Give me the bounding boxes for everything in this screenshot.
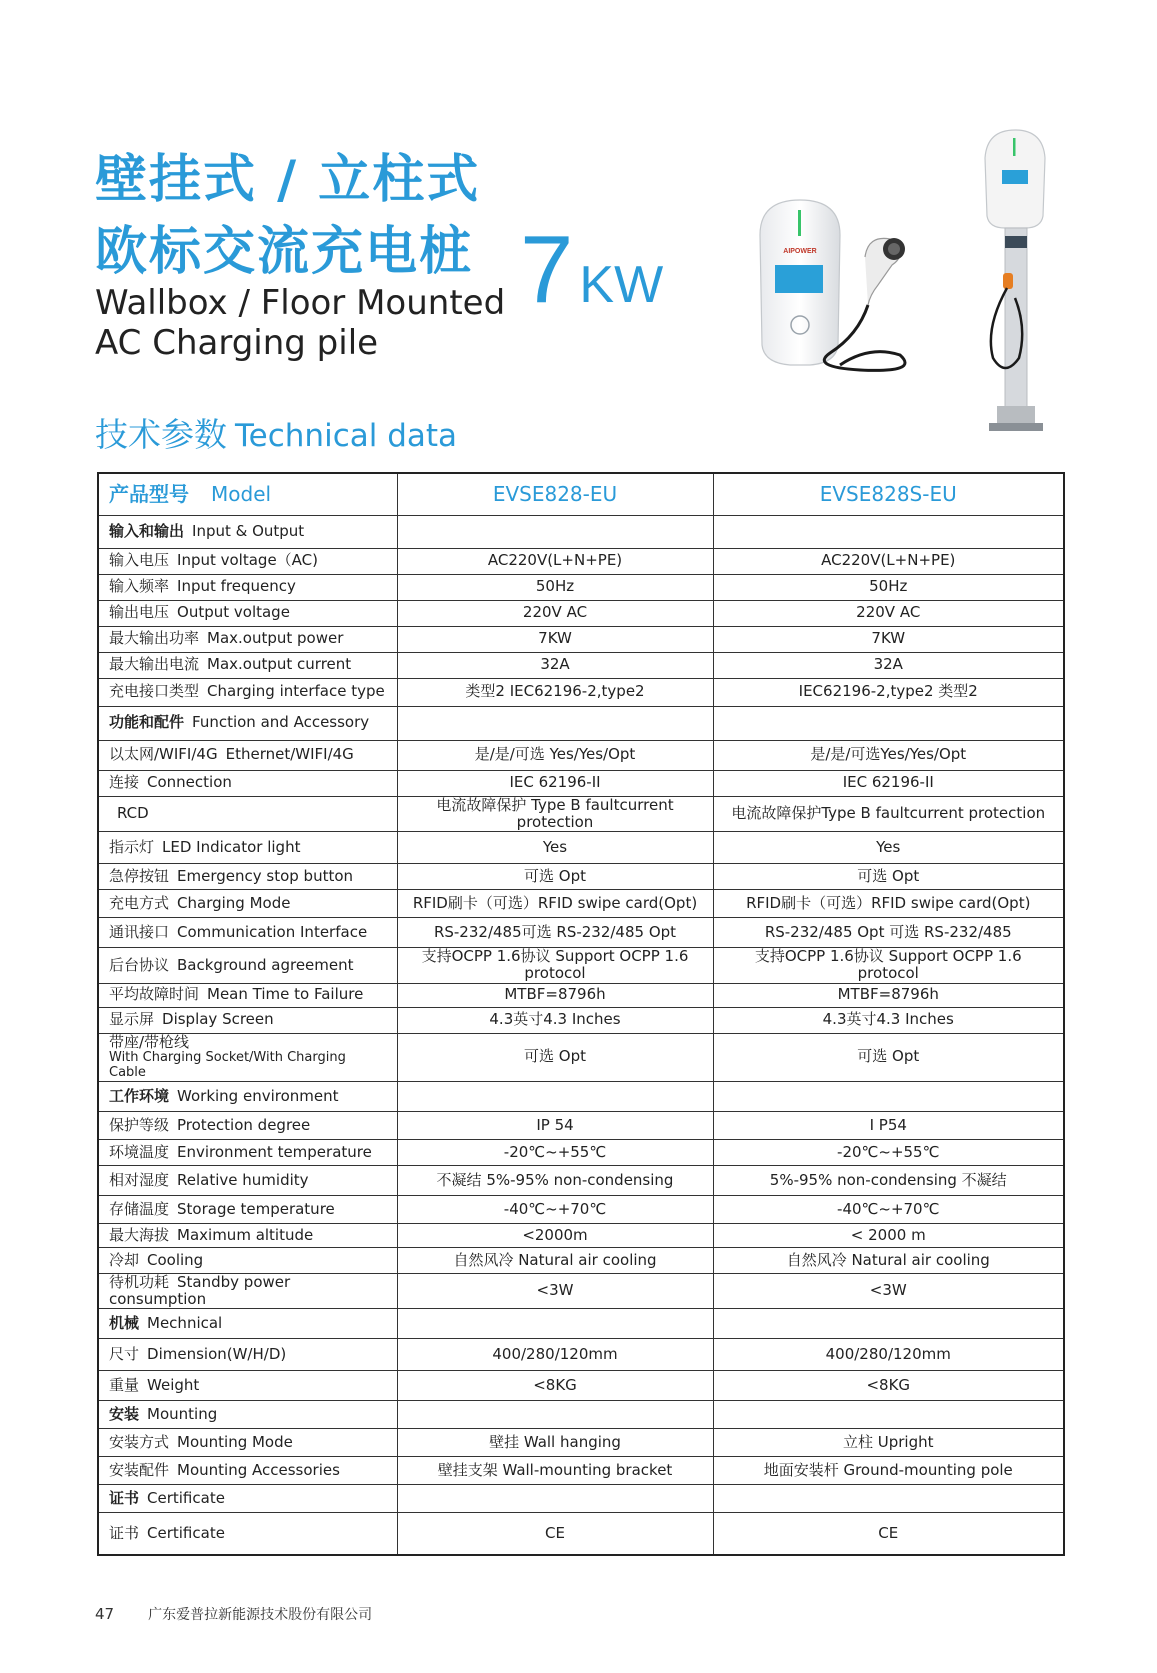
table-row — [98, 948, 1064, 984]
row-value-model-2: 32A — [713, 652, 1064, 678]
row-label-en: Emergency stop button — [177, 866, 354, 885]
row-value-model-2: IEC 62196-II — [713, 770, 1064, 796]
row-value-model-1: 可选 Opt — [397, 1033, 713, 1081]
row-label — [98, 1111, 397, 1139]
page-footer — [95, 1604, 372, 1624]
row-label-cn: 最大输出功率 — [109, 629, 200, 648]
row-label-cn: 后台协议 — [109, 955, 170, 974]
row-label-en: Weight — [147, 1376, 200, 1394]
row-value-model-2: RS-232/485 Opt 可选 RS-232/485 — [713, 918, 1064, 948]
row-label-cn: 机械 — [109, 1314, 140, 1332]
table-row — [98, 1457, 1064, 1485]
row-value-model-2: 可选 Opt — [713, 1033, 1064, 1081]
row-value-model-2: IEC62196-2,type2 类型2 — [713, 678, 1064, 706]
row-label-en: LED Indicator light — [162, 837, 301, 856]
table-row — [98, 678, 1064, 706]
table-row — [98, 740, 1064, 770]
row-label — [98, 515, 397, 548]
row-label — [98, 1223, 397, 1247]
row-value-model-1: IEC 62196-II — [397, 770, 713, 796]
row-label-en: Certificate — [147, 1489, 225, 1507]
table-row — [98, 890, 1064, 918]
table-header-row — [98, 473, 1064, 515]
table-row — [98, 1139, 1064, 1165]
row-label-en: Max.output power — [207, 629, 344, 648]
row-label — [98, 1457, 397, 1485]
table-row — [98, 600, 1064, 626]
table-row — [98, 864, 1064, 890]
row-value-model-2 — [713, 1309, 1064, 1339]
row-label — [98, 983, 397, 1007]
company-name: 广东爱普拉新能源技术股份有限公司 — [148, 1607, 373, 1623]
row-label-cn: 工作环境 — [109, 1086, 170, 1105]
row-value-model-2: 400/280/120mm — [713, 1339, 1064, 1371]
header-model-2: EVSE828S-EU — [713, 473, 1064, 515]
row-value-model-2: 4.3英寸4.3 Inches — [713, 1007, 1064, 1033]
row-value-model-2: <3W — [713, 1273, 1064, 1309]
wallbox-charger-image — [750, 195, 940, 380]
row-label-en: Mean Time to Failure — [207, 985, 364, 1004]
table-row — [98, 1165, 1064, 1195]
row-value-model-1: 400/280/120mm — [397, 1339, 713, 1371]
table-row — [98, 832, 1064, 864]
row-label-en: Display Screen — [162, 1010, 274, 1029]
row-value-model-2: 电流故障保护Type B faultcurrent protection — [713, 796, 1064, 832]
row-value-model-1 — [397, 1309, 713, 1339]
table-group-row — [98, 706, 1064, 740]
row-value-model-1: <8KG — [397, 1371, 713, 1401]
row-value-model-1: 壁挂 Wall hanging — [397, 1429, 713, 1457]
row-label — [98, 890, 397, 918]
row-label-en: Background agreement — [177, 955, 354, 974]
row-label-en: Function and Accessory — [192, 713, 370, 732]
table-row — [98, 1247, 1064, 1273]
table-row — [98, 1273, 1064, 1309]
row-label — [98, 1033, 397, 1081]
row-label-en: Mounting — [147, 1405, 218, 1423]
row-label-en: Output voltage — [177, 603, 290, 622]
row-label-cn: 证书 — [109, 1523, 140, 1542]
row-label — [98, 706, 397, 740]
table-group-row — [98, 515, 1064, 548]
table-row — [98, 770, 1064, 796]
row-value-model-2: 50Hz — [713, 574, 1064, 600]
row-label-en: Charging Mode — [177, 893, 291, 912]
row-label-en: Protection degree — [177, 1115, 311, 1134]
row-value-model-1: 壁挂支架 Wall-mounting bracket — [397, 1457, 713, 1485]
row-label — [98, 1485, 397, 1513]
row-value-model-1: RS-232/485可选 RS-232/485 Opt — [397, 918, 713, 948]
row-label-en: Mounting Accessories — [177, 1461, 340, 1479]
row-label-en: RCD — [117, 804, 149, 823]
table-group-row — [98, 1401, 1064, 1429]
row-label-cn: 冷却 — [109, 1250, 140, 1269]
section-title-cn: 技术参数 — [95, 415, 227, 454]
row-value-model-2: 自然风冷 Natural air cooling — [713, 1247, 1064, 1273]
row-value-model-1 — [397, 1081, 713, 1111]
table-row — [98, 983, 1064, 1007]
section-title-en: Technical data — [235, 418, 458, 454]
row-value-model-2: -20℃~+55℃ — [713, 1139, 1064, 1165]
row-label — [98, 1165, 397, 1195]
row-value-model-2: 7KW — [713, 626, 1064, 652]
row-value-model-1: 50Hz — [397, 574, 713, 600]
power-unit: KW — [579, 256, 664, 314]
row-label-cn: 环境温度 — [109, 1142, 170, 1161]
row-label-en: Connection — [147, 773, 232, 792]
row-label-en: Dimension(W/H/D) — [147, 1345, 287, 1363]
table-group-row — [98, 1309, 1064, 1339]
row-label — [98, 770, 397, 796]
row-value-model-2: 立柱 Upright — [713, 1429, 1064, 1457]
row-label — [98, 1081, 397, 1111]
table-row — [98, 1033, 1064, 1081]
row-label-cn: 输入和输出 — [109, 521, 185, 540]
row-label-cn: 证书 — [109, 1489, 140, 1507]
table-row — [98, 574, 1064, 600]
row-value-model-2: 5%-95% non-condensing 不凝结 — [713, 1165, 1064, 1195]
row-value-model-2 — [713, 515, 1064, 548]
table-row — [98, 796, 1064, 832]
table-row — [98, 1371, 1064, 1401]
table-row — [98, 1513, 1064, 1555]
row-label-en: Cooling — [147, 1250, 204, 1269]
row-label-cn: 连接 — [109, 773, 140, 792]
row-label-cn: 充电接口类型 — [109, 682, 200, 701]
row-value-model-1 — [397, 1485, 713, 1513]
row-value-model-1: -40℃~+70℃ — [397, 1195, 713, 1223]
row-label-cn: 待机功耗 — [109, 1272, 170, 1291]
row-label-en: Standby power consumption — [109, 1272, 291, 1308]
row-label — [98, 1247, 397, 1273]
row-label-en: Mounting Mode — [177, 1433, 293, 1451]
row-label — [98, 626, 397, 652]
row-value-model-1: MTBF=8796h — [397, 983, 713, 1007]
header-label-en: Model — [211, 481, 272, 506]
row-label — [98, 1371, 397, 1401]
table-group-row — [98, 1485, 1064, 1513]
row-value-model-1: 是/是/可选 Yes/Yes/Opt — [397, 740, 713, 770]
row-value-model-2: 支持OCPP 1.6协议 Support OCPP 1.6 protocol — [713, 948, 1064, 984]
row-label — [98, 1339, 397, 1371]
row-label — [98, 1195, 397, 1223]
row-label-en: Environment temperature — [177, 1142, 372, 1161]
row-value-model-1: 7KW — [397, 626, 713, 652]
row-value-model-1: IP 54 — [397, 1111, 713, 1139]
table-row — [98, 918, 1064, 948]
wallbox-brand-label: AIPOWER — [783, 248, 817, 255]
row-label-cn: 带座/带枪线 — [109, 1032, 190, 1051]
row-value-model-1: -20℃~+55℃ — [397, 1139, 713, 1165]
row-label — [98, 1139, 397, 1165]
title-cn-line2: 欧标交流充电桩 — [95, 222, 474, 282]
row-value-model-1: RFID刷卡（可选）RFID swipe card(Opt) — [397, 890, 713, 918]
row-label-cn: 输入频率 — [109, 577, 170, 596]
row-value-model-2: <8KG — [713, 1371, 1064, 1401]
row-label-cn: 相对湿度 — [109, 1170, 170, 1189]
header-label-cn: 产品型号 — [109, 481, 189, 506]
row-value-model-2: CE — [713, 1513, 1064, 1555]
row-label-cn: 以太网/WIFI/4G — [109, 745, 218, 764]
row-label — [98, 864, 397, 890]
row-label-cn: 重量 — [109, 1376, 140, 1394]
table-row — [98, 1111, 1064, 1139]
row-value-model-1: 可选 Opt — [397, 864, 713, 890]
row-label-cn: 充电方式 — [109, 893, 170, 912]
row-label — [98, 948, 397, 984]
row-label-en: Max.output current — [207, 655, 352, 674]
row-label-cn: 功能和配件 — [109, 713, 185, 732]
section-title — [95, 415, 458, 454]
row-value-model-1 — [397, 1401, 713, 1429]
row-label-cn: 保护等级 — [109, 1115, 170, 1134]
header-model-1: EVSE828-EU — [397, 473, 713, 515]
row-label-cn: 指示灯 — [109, 837, 155, 856]
row-value-model-1: CE — [397, 1513, 713, 1555]
row-label-en: Relative humidity — [177, 1170, 309, 1189]
row-label-en: Mechnical — [147, 1314, 223, 1332]
power-rating — [520, 216, 664, 323]
row-label-cn: 最大输出电流 — [109, 655, 200, 674]
floor-mounted-charger-image — [975, 128, 1057, 433]
title-cn-line1: 壁挂式 / 立柱式 — [95, 150, 481, 210]
row-value-model-2 — [713, 1485, 1064, 1513]
row-value-model-1 — [397, 515, 713, 548]
row-value-model-1: <3W — [397, 1273, 713, 1309]
row-label — [98, 832, 397, 864]
row-value-model-2: I P54 — [713, 1111, 1064, 1139]
row-label-cn: 安装方式 — [109, 1433, 170, 1451]
row-value-model-1: 220V AC — [397, 600, 713, 626]
row-label-en: Input voltage（AC) — [177, 551, 318, 570]
row-value-model-2 — [713, 1081, 1064, 1111]
row-label-en: With Charging Socket/With Charging Cable — [109, 1049, 346, 1080]
row-label — [98, 548, 397, 574]
row-label — [98, 1007, 397, 1033]
row-label — [98, 796, 397, 832]
row-value-model-2: 地面安装杆 Ground-mounting pole — [713, 1457, 1064, 1485]
row-label-cn: 输入电压 — [109, 551, 170, 570]
row-label-cn: 尺寸 — [109, 1345, 140, 1363]
row-label-en: Charging interface type — [207, 682, 385, 701]
table-row — [98, 1007, 1064, 1033]
title-en-line1: Wallbox / Floor Mounted — [95, 283, 506, 323]
row-label — [98, 652, 397, 678]
table-row — [98, 1339, 1064, 1371]
table-row — [98, 1223, 1064, 1247]
row-label-cn: 急停按钮 — [109, 866, 170, 885]
table-row — [98, 548, 1064, 574]
row-value-model-1: 自然风冷 Natural air cooling — [397, 1247, 713, 1273]
row-value-model-2 — [713, 1401, 1064, 1429]
row-label — [98, 918, 397, 948]
row-value-model-1: 4.3英寸4.3 Inches — [397, 1007, 713, 1033]
row-label-cn: 通讯接口 — [109, 922, 170, 941]
row-label — [98, 1429, 397, 1457]
row-value-model-2: < 2000 m — [713, 1223, 1064, 1247]
row-label-cn: 最大海拔 — [109, 1225, 170, 1244]
row-label-cn: 安装 — [109, 1405, 140, 1423]
row-label-cn: 显示屏 — [109, 1010, 155, 1029]
row-label-en: Maximum altitude — [177, 1225, 314, 1244]
table-row — [98, 1429, 1064, 1457]
row-label — [98, 600, 397, 626]
header-label — [98, 473, 397, 515]
row-label-en: Certificate — [147, 1523, 225, 1542]
row-value-model-1: Yes — [397, 832, 713, 864]
row-value-model-2: Yes — [713, 832, 1064, 864]
page-number: 47 — [95, 1605, 115, 1623]
row-label-en: Input & Output — [192, 521, 305, 540]
row-label-cn: 安装配件 — [109, 1461, 170, 1479]
row-label-en: Storage temperature — [177, 1199, 335, 1218]
row-label-cn: 输出电压 — [109, 603, 170, 622]
power-value: 7 — [520, 216, 574, 323]
title-en-line2: AC Charging pile — [95, 323, 379, 363]
row-value-model-1 — [397, 706, 713, 740]
row-value-model-2: MTBF=8796h — [713, 983, 1064, 1007]
row-label — [98, 1401, 397, 1429]
row-value-model-2: 220V AC — [713, 600, 1064, 626]
row-value-model-2 — [713, 706, 1064, 740]
table-row — [98, 652, 1064, 678]
row-label-cn: 平均故障时间 — [109, 985, 200, 1004]
row-value-model-1: 不凝结 5%-95% non-condensing — [397, 1165, 713, 1195]
table-row — [98, 1195, 1064, 1223]
row-label-en: Ethernet/WIFI/4G — [225, 745, 354, 764]
row-value-model-2: -40℃~+70℃ — [713, 1195, 1064, 1223]
row-value-model-1: AC220V(L+N+PE) — [397, 548, 713, 574]
row-value-model-1: 32A — [397, 652, 713, 678]
table-row — [98, 626, 1064, 652]
row-label-en: Working environment — [177, 1086, 339, 1105]
row-value-model-2: 可选 Opt — [713, 864, 1064, 890]
row-label — [98, 1309, 397, 1339]
row-label — [98, 1513, 397, 1555]
row-label — [98, 1273, 397, 1309]
row-label — [98, 574, 397, 600]
row-value-model-1: 支持OCPP 1.6协议 Support OCPP 1.6 protocol — [397, 948, 713, 984]
spec-table — [97, 472, 1065, 1556]
row-label — [98, 678, 397, 706]
row-value-model-1: 电流故障保护 Type B faultcurrent protection — [397, 796, 713, 832]
row-value-model-2: 是/是/可选Yes/Yes/Opt — [713, 740, 1064, 770]
row-value-model-1: 类型2 IEC62196-2,type2 — [397, 678, 713, 706]
row-label-en: Input frequency — [177, 577, 296, 596]
row-value-model-2: RFID刷卡（可选）RFID swipe card(Opt) — [713, 890, 1064, 918]
row-label — [98, 740, 397, 770]
row-label-en: Communication Interface — [177, 922, 368, 941]
row-label-cn: 存储温度 — [109, 1199, 170, 1218]
row-value-model-2: AC220V(L+N+PE) — [713, 548, 1064, 574]
row-value-model-1: <2000m — [397, 1223, 713, 1247]
table-group-row — [98, 1081, 1064, 1111]
